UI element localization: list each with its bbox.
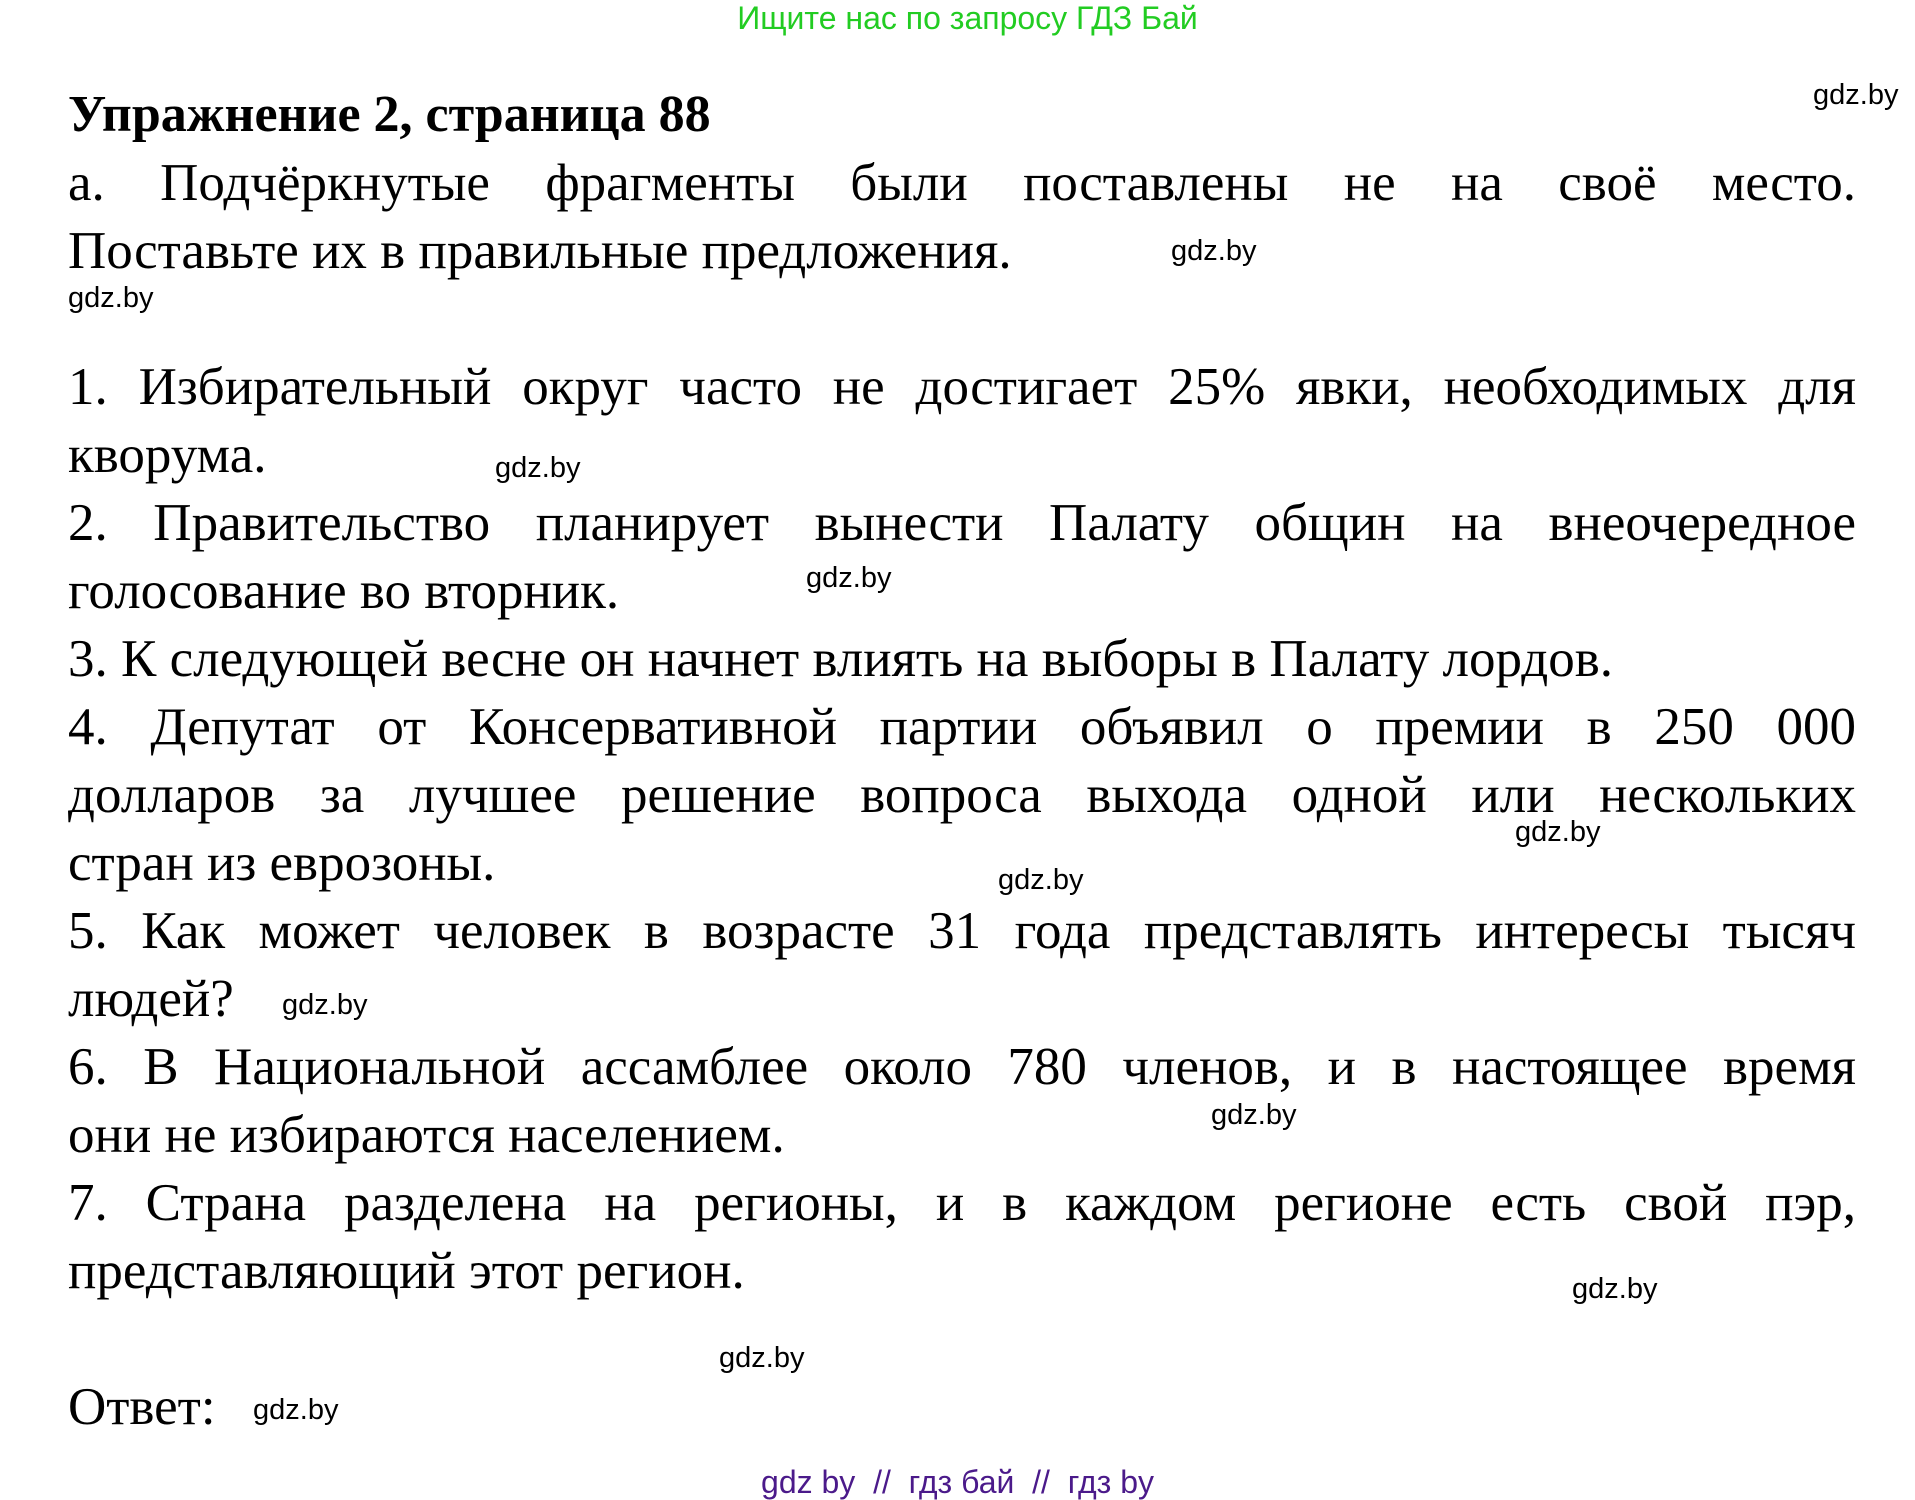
item-4-line: стран из еврозоны. [68, 834, 496, 892]
item-3-line: 3. К следующей весне он начнет влиять на выборы в Палату лордов. [68, 630, 1613, 688]
item-2-line: голосование во вторник. [68, 562, 620, 620]
watermark: gdz.by [719, 1342, 805, 1374]
page-title: Упражнение 2, страница 88 [68, 86, 711, 143]
watermark: gdz.by [495, 452, 581, 484]
watermark: gdz.by [998, 864, 1084, 896]
item-4-line: 4. Депутат от Консервативной партии объявил о премии в 250 000 [68, 698, 1856, 756]
watermark: gdz.by [253, 1394, 339, 1426]
item-2-line: 2. Правительство планирует вынести Палату общин на внеочередное [68, 494, 1856, 552]
item-1-line: 1. Избирательный округ часто не достигает 25% явки, необходимых для [68, 358, 1856, 416]
footer-links[interactable]: gdz by // гдз бай // гдз by [761, 1464, 1154, 1500]
watermark: gdz.by [1515, 816, 1601, 848]
watermark: gdz.by [1211, 1099, 1297, 1131]
answer-label: Ответ: [68, 1378, 216, 1436]
watermark: gdz.by [1171, 235, 1257, 267]
exercise-body [68, 149, 1856, 1441]
watermark: gdz.by [68, 282, 154, 314]
item-4-line: долларов за лучшее решение вопроса выхода одной или нескольких [68, 766, 1856, 824]
item-7-line: 7. Страна разделена на регионы, и в каждом регионе есть свой пэр, [68, 1174, 1856, 1232]
watermark: gdz.by [1572, 1273, 1658, 1305]
instruction-line: Поставьте их в правильные предложения. [68, 222, 1012, 280]
item-1-line: кворума. [68, 426, 267, 484]
item-7-line: представляющий этот регион. [68, 1242, 745, 1300]
watermark: gdz.by [1813, 79, 1899, 111]
watermark: gdz.by [806, 562, 892, 594]
item-5-line: 5. Как может человек в возрасте 31 года представлять интересы тысяч [68, 902, 1856, 960]
item-5-line: людей? [68, 970, 234, 1028]
instruction-line: а. Подчёркнутые фрагменты были поставлены не на своё место. [68, 154, 1856, 212]
watermark: gdz.by [282, 989, 368, 1021]
search-banner: Ищите нас по запросу ГДЗ Бай [737, 0, 1198, 36]
item-6-line: 6. В Национальной ассамблее около 780 членов, и в настоящее время [68, 1038, 1856, 1096]
item-6-line: они не избираются населением. [68, 1106, 785, 1164]
